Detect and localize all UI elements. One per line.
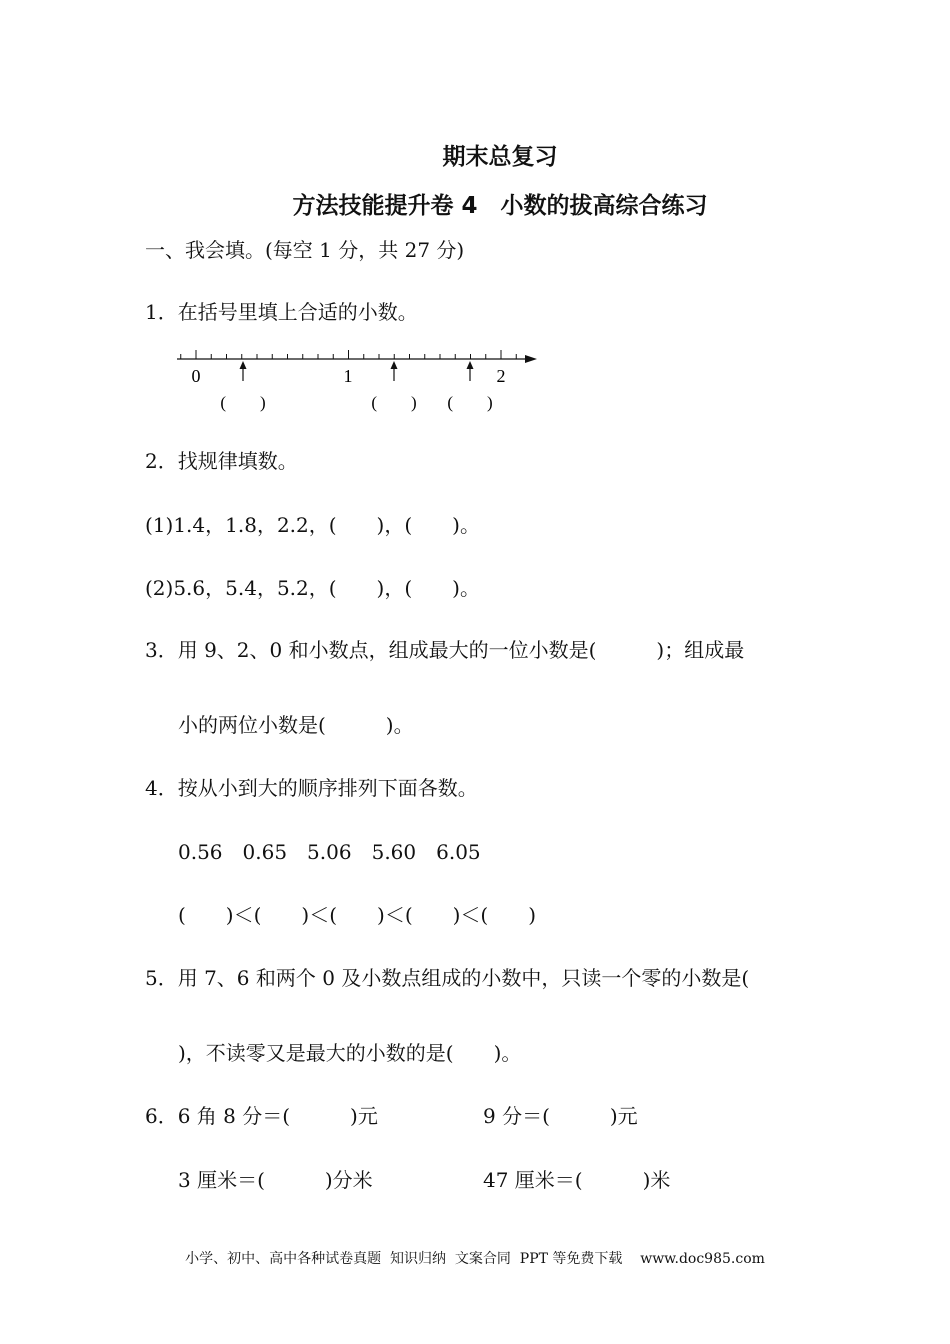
question-5-line-1: 5．用 7、6 和两个 0 及小数点组成的小数中，只读一个零的小数是( [145,966,750,990]
number-line-pointer-1 [240,361,247,381]
question-1: 1．在括号里填上合适的小数。 [145,300,418,324]
question-2-part-1: (1)1.4，1.8，2.2，( )，( )。 [145,513,480,537]
number-line-blank-1: ( ) [220,393,266,412]
number-line-pointer-2 [391,361,398,381]
number-line-label-1: 1 [343,366,353,386]
question-6-item-b: 9 分＝( )元 [483,1104,638,1128]
number-line-pointer-3 [467,361,474,381]
number-line-label-0: 0 [191,366,201,386]
number-line [170,340,550,420]
question-5-line-2: )，不读零又是最大的小数的是( )。 [178,1041,522,1065]
question-2: 2．找规律填数。 [145,449,298,473]
number-line-blank-2: ( ) [371,393,417,412]
question-2-part-2: (2)5.6，5.4，5.2，( )，( )。 [145,576,480,600]
page-title: 期末总复习 [442,144,558,170]
question-4: 4．按从小到大的顺序排列下面各数。 [145,776,478,800]
section-heading: 一、我会填。(每空 1 分，共 27 分) [145,238,465,262]
question-6-item-c: 3 厘米＝( )分米 [178,1168,373,1192]
question-6-item-a: 6．6 角 8 分＝( )元 [145,1104,378,1128]
question-4-order: ( )＜( )＜( )＜( )＜( ) [178,903,537,927]
number-line-arrow-head [525,355,537,363]
number-line-blank-3: ( ) [447,393,493,412]
page-subtitle: 方法技能提升卷 4 小数的拔高综合练习 [292,193,708,219]
page-footer: 小学、初中、高中各种试卷真题 知识归纳 文案合同 PPT 等免费下载 www.doc985.com [185,1251,765,1267]
number-line-ticks [181,350,517,359]
question-4-numbers: 0.56 0.65 5.06 5.60 6.05 [178,840,481,864]
question-3-line-2: 小的两位小数是( )。 [178,713,414,737]
question-6-item-d: 47 厘米＝( )米 [483,1168,671,1192]
question-3-line-1: 3．用 9、2、0 和小数点，组成最大的一位小数是( )；组成最 [145,638,745,662]
number-line-label-2: 2 [496,366,506,386]
